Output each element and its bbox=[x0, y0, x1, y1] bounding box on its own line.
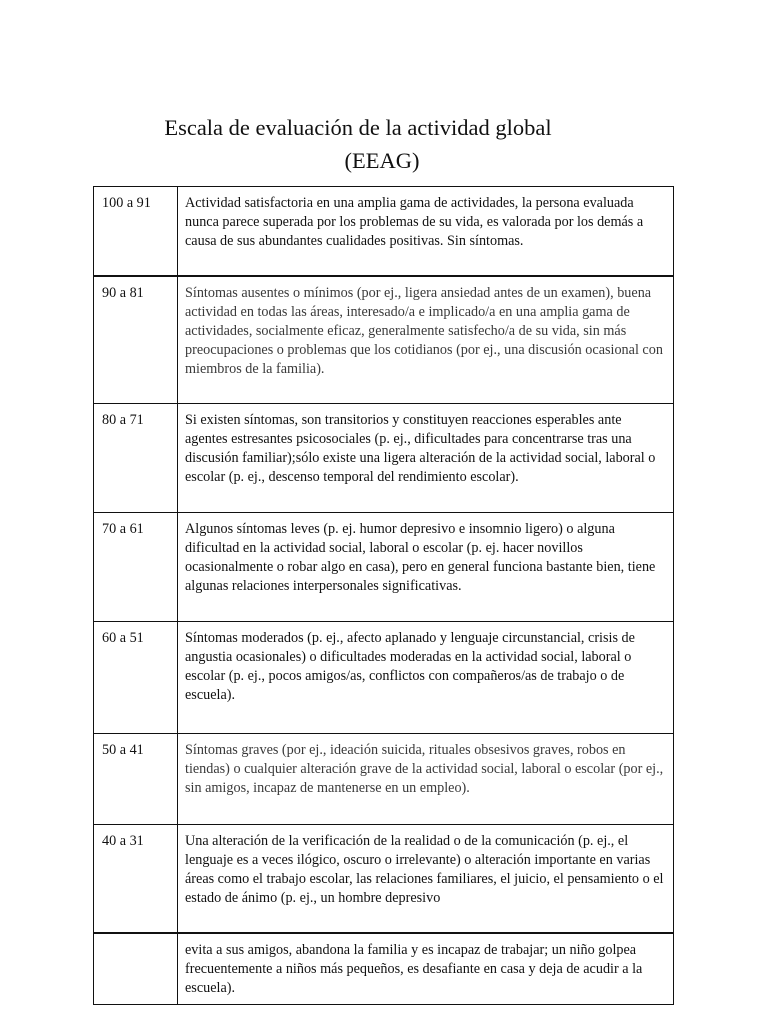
table-row bbox=[94, 933, 674, 1005]
document-subtitle-abbreviation: (EEAG) bbox=[344, 148, 420, 173]
score-range-cell: 90 a 81 bbox=[94, 276, 178, 404]
score-range-cell: 60 a 51 bbox=[94, 622, 178, 734]
description-cell: Si existen síntomas, son transitorios y constituyen reacciones esperables ante agentes estresantes psicosociales (p. ej., dificultades para concentrarse tras una discusión familiar);sólo existe una ligera alteración de la actividad social, laboral o escolar (p. ej., descenso temporal del rendimiento escolar). bbox=[178, 404, 674, 513]
score-range-cell bbox=[94, 933, 178, 1005]
table-row bbox=[94, 187, 674, 276]
table-row bbox=[94, 513, 674, 622]
score-range-cell: 50 a 41 bbox=[94, 734, 178, 825]
table-row bbox=[94, 825, 674, 933]
table-row bbox=[94, 622, 674, 734]
description-cell: Actividad satisfactoria en una amplia gama de actividades, la persona evaluada nunca parece superada por los problemas de su vida, es valorada por los demás a causa de sus abundantes cualidades positivas. Sin síntomas. bbox=[178, 187, 674, 276]
table-row bbox=[94, 404, 674, 513]
table-row bbox=[94, 276, 674, 404]
score-range-cell: 100 a 91 bbox=[94, 187, 178, 276]
table-row bbox=[94, 734, 674, 825]
description-cell: Síntomas graves (por ej., ideación suicida, rituales obsesivos graves, robos en tiendas) o cualquier alteración grave de la actividad social, laboral o escolar (por ej., sin amigos, incapaz de mantenerse en un empleo). bbox=[178, 734, 674, 825]
description-cell: Una alteración de la verificación de la realidad o de la comunicación (p. ej., el lenguaje es a veces ilógico, oscuro o irrelevante) o alteración importante en varias áreas como el trabajo escolar, las relaciones familiares, el juicio, el pensamiento o el estado de ánimo (p. ej., un hombre depresivo bbox=[178, 825, 674, 933]
score-range-cell: 80 a 71 bbox=[94, 404, 178, 513]
document-title: Escala de evaluación de la actividad global bbox=[164, 115, 552, 140]
eeag-scale-table bbox=[93, 186, 674, 1005]
description-cell: evita a sus amigos, abandona la familia y es incapaz de trabajar; un niño golpea frecuentemente a niños más pequeños, es desafiante en casa y deja de acudir a la escuela). bbox=[178, 933, 674, 1005]
score-range-cell: 70 a 61 bbox=[94, 513, 178, 622]
description-cell: Algunos síntomas leves (p. ej. humor depresivo e insomnio ligero) o alguna dificultad en la actividad social, laboral o escolar (p. ej. hacer novillos ocasionalmente o robar algo en casa), pero en general funciona bastante bien, tiene algunas relaciones interpersonales significativas. bbox=[178, 513, 674, 622]
description-cell: Síntomas moderados (p. ej., afecto aplanado y lenguaje circunstancial, crisis de angustia ocasionales) o dificultades moderadas en la actividad social, laboral o escolar (p. ej., pocos amigos/as, conflictos con compañeros/as de trabajo o de escuela). bbox=[178, 622, 674, 734]
description-cell: Síntomas ausentes o mínimos (por ej., ligera ansiedad antes de un examen), buena actividad en todas las áreas, interesado/a e implicado/a en una amplia gama de actividades, socialmente eficaz, generalmente satisfecho/a de su vida, sin más preocupaciones o problemas que los cotidianos (por ej., una discusión ocasional con miembros de la familia). bbox=[178, 276, 674, 404]
score-range-cell: 40 a 31 bbox=[94, 825, 178, 933]
